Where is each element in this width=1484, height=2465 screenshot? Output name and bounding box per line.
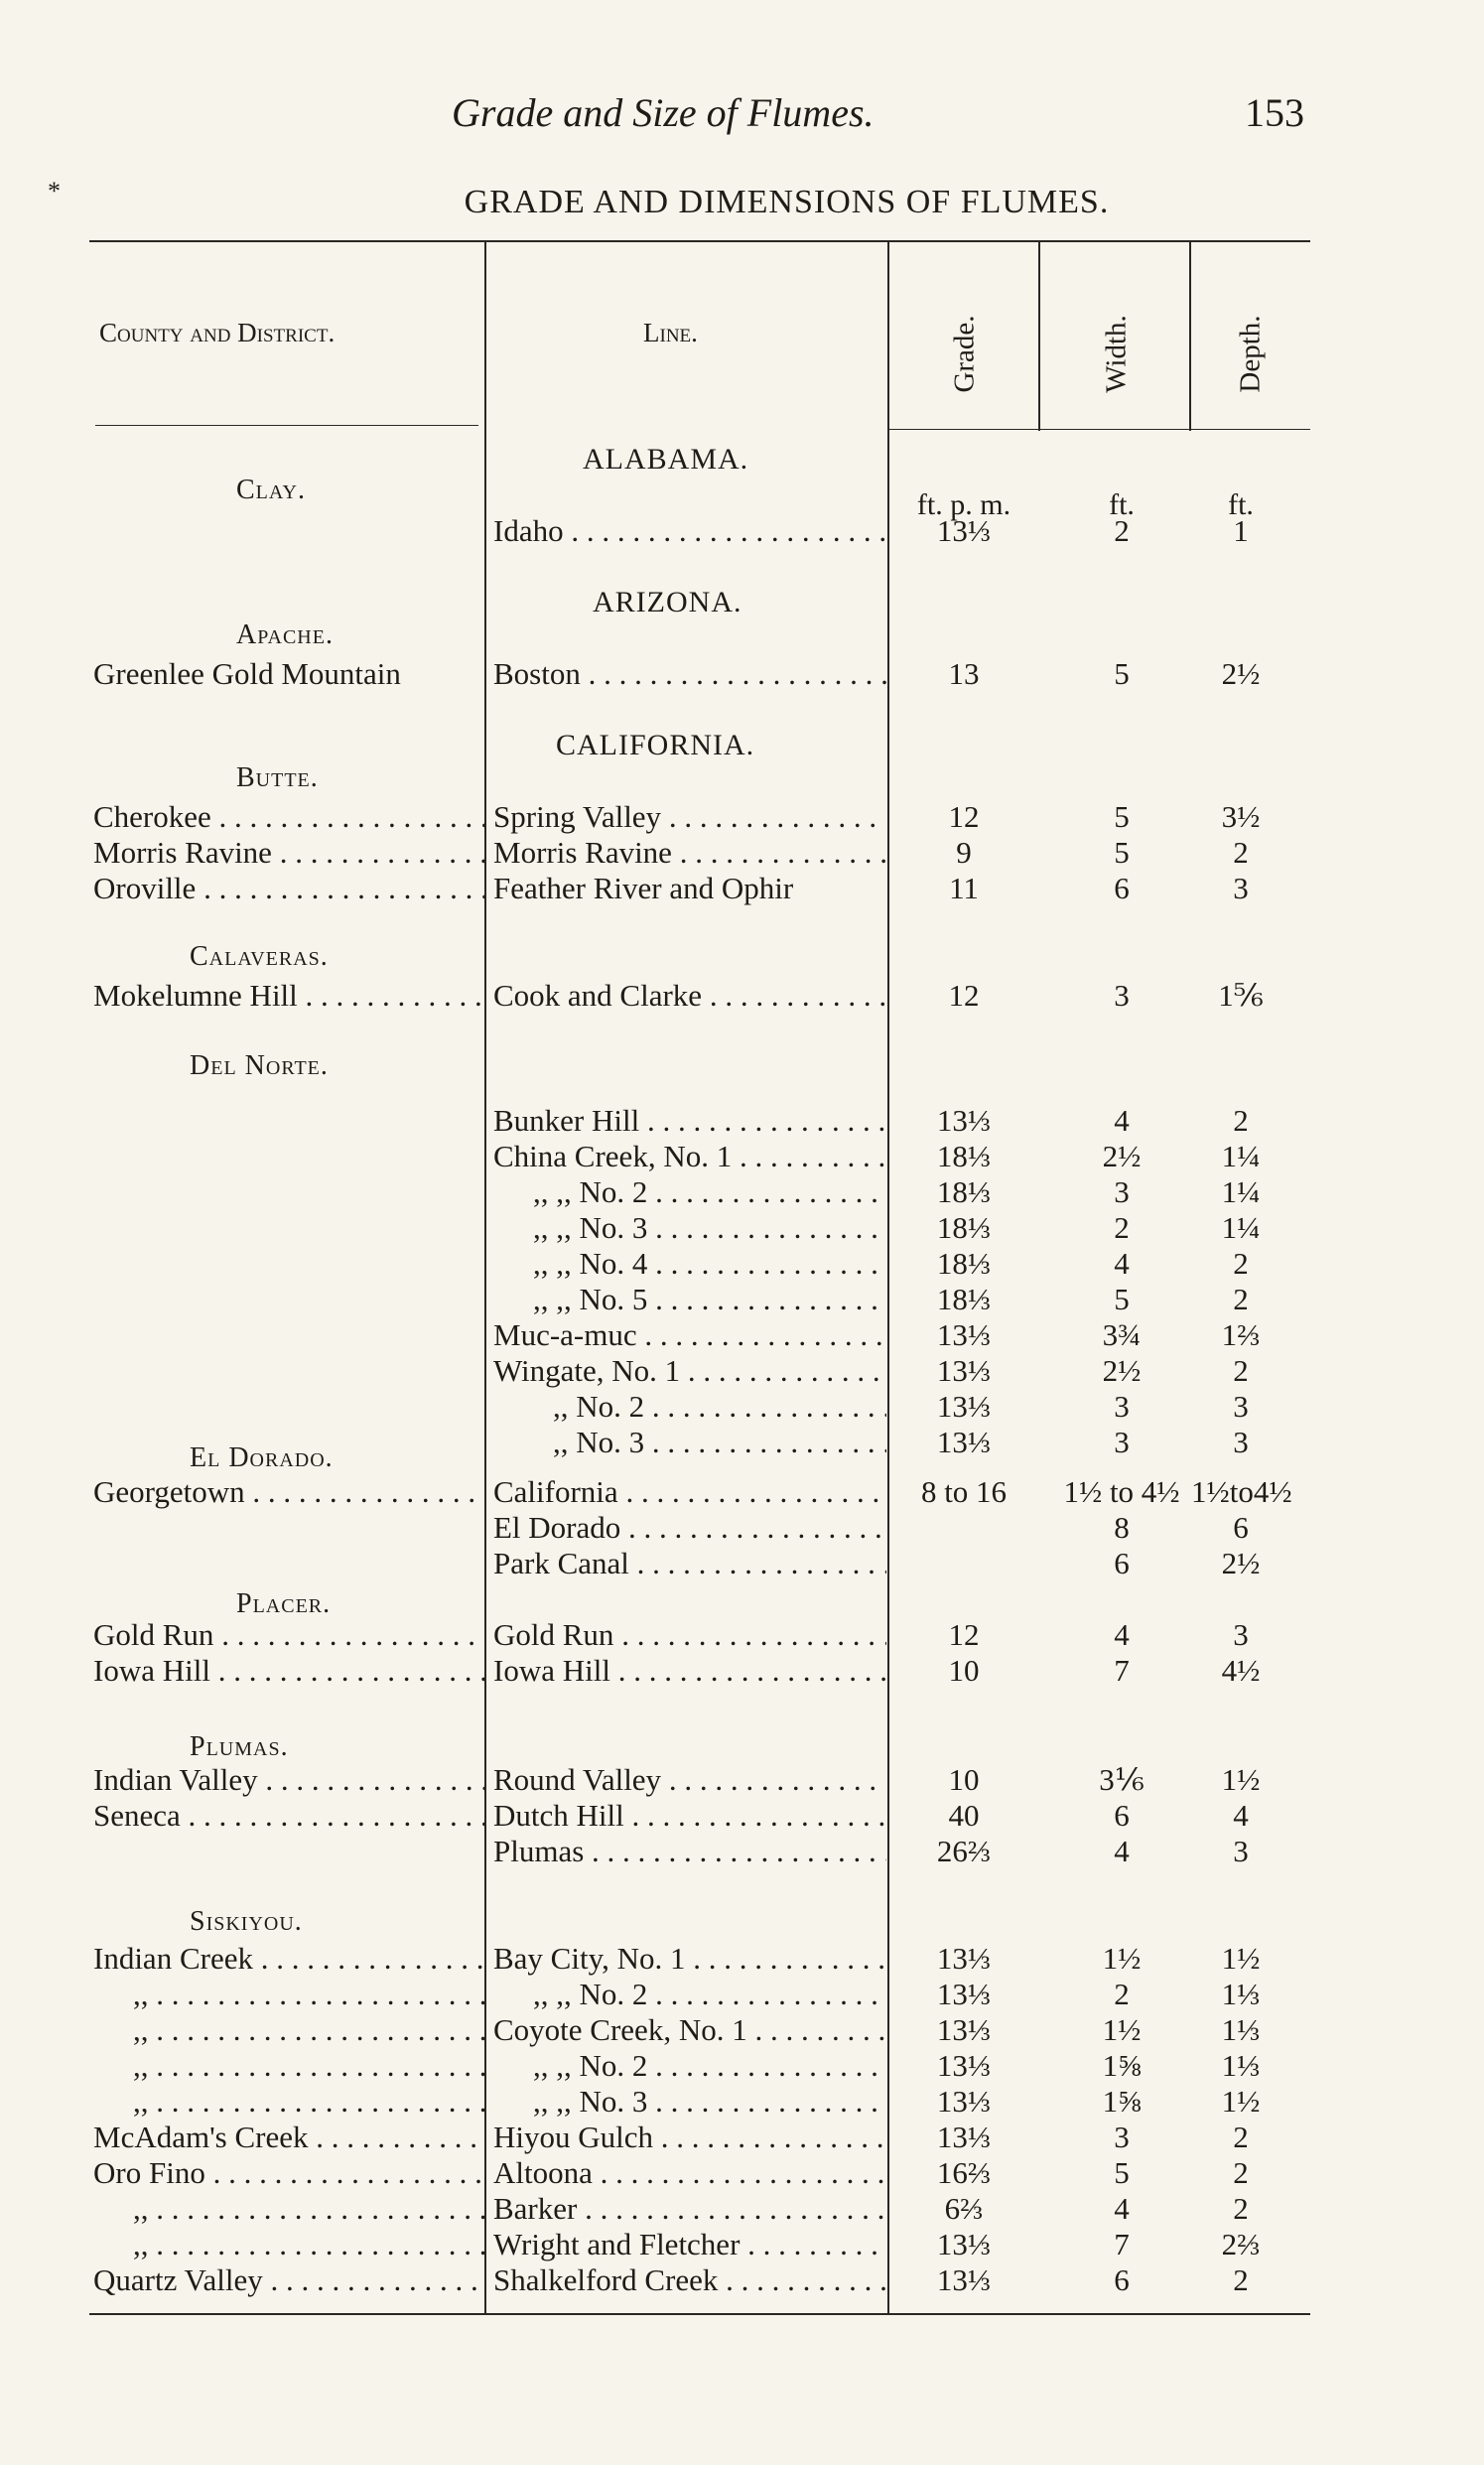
state-heading: ALABAMA.	[583, 443, 749, 476]
table-row	[0, 871, 1484, 906]
depth-cell: 3	[1233, 1389, 1249, 1424]
width-cell: 5	[1114, 835, 1130, 870]
line-cell: Morris Ravine . . .	[493, 835, 886, 871]
state-heading: ARIZONA.	[593, 586, 742, 618]
grade-cell: 18⅓	[936, 1282, 992, 1316]
county-cell: ,, . . .	[93, 2191, 484, 2227]
width-cell: 6	[1114, 2262, 1130, 2297]
line-cell: Gold Run . . .	[493, 1617, 886, 1653]
grade-cell: 10	[948, 1762, 980, 1797]
county-heading: Del Norte.	[190, 1050, 329, 1081]
line-cell: Wingate, No. 1 . . .	[493, 1353, 886, 1389]
table-row	[0, 2262, 1484, 2298]
table-row	[0, 1139, 1484, 1174]
grade-cell: 8 to 16	[920, 1474, 1008, 1509]
line-cell: Idaho . . .	[493, 513, 886, 549]
county-cell: Gold Run . . .	[93, 1617, 484, 1653]
depth-cell: 2⅔	[1221, 2227, 1261, 2261]
line-cell: Coyote Creek, No. 1 . . .	[493, 2012, 886, 2048]
width-cell: 1⅝	[1102, 2084, 1142, 2119]
line-cell: ,, ,, No. 4 . . .	[493, 1246, 886, 1282]
depth-cell: 1⅓	[1221, 1977, 1261, 2011]
table-top-rule	[89, 240, 1310, 242]
depth-cell: 2	[1233, 2120, 1249, 2154]
width-unit: ft.	[1109, 488, 1135, 521]
table-row	[0, 2048, 1484, 2084]
line-cell: Altoona . . .	[493, 2155, 886, 2191]
width-cell: 6	[1114, 1798, 1130, 1833]
grade-cell: 13⅓	[936, 2262, 992, 2297]
width-cell: 2½	[1102, 1139, 1142, 1173]
county-heading: Plumas.	[190, 1731, 289, 1762]
table-row	[0, 978, 1484, 1014]
line-cell: Spring Valley . . .	[493, 799, 886, 835]
county-cell: ,, . . .	[93, 2084, 484, 2120]
depth-cell: 1⅓	[1221, 2012, 1261, 2047]
grade-cell: 18⅓	[936, 1210, 992, 1245]
line-cell: ,, ,, No. 3 . . .	[493, 1210, 886, 1246]
table-row	[0, 1174, 1484, 1210]
header-line: Line.	[643, 318, 698, 347]
width-cell: 1½	[1102, 2012, 1142, 2047]
depth-cell: 4½	[1221, 1653, 1261, 1688]
county-heading: Apache.	[236, 619, 334, 650]
depth-cell: 1½	[1221, 1762, 1261, 1797]
grade-cell: 18⅓	[936, 1139, 992, 1173]
depth-cell: 2	[1233, 1282, 1249, 1316]
width-cell: 1⅝	[1102, 2048, 1142, 2083]
line-cell: El Dorado . . .	[493, 1510, 886, 1546]
depth-cell: 2	[1233, 1353, 1249, 1388]
header-depth: Depth.	[1234, 315, 1267, 393]
grade-cell: 6⅔	[944, 2191, 984, 2226]
depth-cell: 1⅓	[1221, 2048, 1261, 2083]
grade-cell: 12	[948, 978, 980, 1013]
width-cell: 5	[1114, 1282, 1130, 1316]
width-cell: 3	[1114, 978, 1130, 1013]
depth-cell: 1	[1233, 513, 1249, 548]
width-cell: 1½	[1102, 1941, 1142, 1976]
county-heading: Siskiyou.	[190, 1906, 303, 1937]
width-cell: 4	[1114, 2191, 1130, 2226]
width-cell: 5	[1114, 656, 1130, 691]
county-heading: Clay.	[236, 475, 306, 505]
table-row	[0, 799, 1484, 835]
line-cell: Cook and Clarke . . .	[493, 978, 886, 1014]
width-cell: 3	[1114, 2120, 1130, 2154]
table-row	[0, 2084, 1484, 2120]
grade-cell: 13⅓	[936, 1103, 992, 1138]
depth-cell: 4	[1233, 1798, 1249, 1833]
grade-cell: 26⅔	[936, 1834, 992, 1868]
width-cell: 3	[1114, 1425, 1130, 1459]
width-cell: 7	[1114, 2227, 1130, 2261]
grade-cell: 9	[956, 835, 972, 870]
line-cell: ,, ,, No. 5 . . .	[493, 1282, 886, 1317]
line-cell: Boston . . .	[493, 656, 886, 692]
grade-cell: 13⅓	[936, 2048, 992, 2083]
grade-unit: ft. p. m.	[916, 488, 1012, 521]
line-cell: Plumas . . .	[493, 1834, 886, 1869]
grade-cell: 18⅓	[936, 1174, 992, 1209]
grade-cell: 11	[949, 871, 979, 905]
line-cell: Hiyou Gulch . . .	[493, 2120, 886, 2155]
line-cell: ,, ,, No. 2 . . .	[493, 1174, 886, 1210]
table-row	[0, 1977, 1484, 2012]
grade-cell: 13⅓	[936, 1317, 992, 1352]
county-cell: ,, . . .	[93, 2048, 484, 2084]
grade-cell: 13⅓	[936, 1977, 992, 2011]
table-row	[0, 1103, 1484, 1139]
grade-cell: 13⅓	[936, 1425, 992, 1459]
header-width: Width.	[1100, 315, 1133, 393]
table-row	[0, 1317, 1484, 1353]
line-cell: ,, No. 3 . . .	[493, 1425, 886, 1460]
depth-cell: 3	[1233, 1617, 1249, 1652]
table-row	[0, 1834, 1484, 1869]
width-cell: 4	[1114, 1103, 1130, 1138]
width-cell: 1½ to 4½	[1063, 1474, 1180, 1509]
depth-cell: 1⅔	[1221, 1317, 1261, 1352]
width-cell: 5	[1114, 799, 1130, 834]
county-heading: El Dorado.	[190, 1442, 334, 1473]
grade-cell: 13⅓	[936, 1941, 992, 1976]
grade-cell: 18⅓	[936, 1246, 992, 1281]
county-cell: Indian Valley . . .	[93, 1762, 484, 1798]
header-grade: Grade.	[948, 315, 981, 393]
table-row	[0, 1762, 1484, 1798]
width-cell: 8	[1114, 1510, 1130, 1545]
width-cell: 2	[1114, 1210, 1130, 1245]
line-cell: Round Valley . . .	[493, 1762, 886, 1798]
table-row	[0, 1798, 1484, 1834]
county-heading: Placer.	[236, 1588, 332, 1619]
width-cell: 3	[1114, 1174, 1130, 1209]
page-header	[0, 89, 1484, 149]
table-row	[0, 1510, 1484, 1546]
line-cell: ,, ,, No. 2 . . .	[493, 2048, 886, 2084]
depth-cell: 2	[1233, 2191, 1249, 2226]
width-cell: 2	[1114, 1977, 1130, 2011]
county-cell: Cherokee . . .	[93, 799, 484, 835]
table-row	[0, 1246, 1484, 1282]
table-row	[0, 835, 1484, 871]
column-divider-4	[1189, 242, 1191, 431]
table-row	[0, 513, 1484, 549]
table-title: GRADE AND DIMENSIONS OF FLUMES.	[464, 184, 1110, 220]
depth-cell: 3	[1233, 871, 1249, 905]
depth-cell: 3	[1233, 1425, 1249, 1459]
width-cell: 6	[1114, 1546, 1130, 1580]
county-cell: McAdam's Creek . . .	[93, 2120, 484, 2155]
line-cell: Bay City, No. 1 . . .	[493, 1941, 886, 1977]
width-cell: 5	[1114, 2155, 1130, 2190]
table-row	[0, 1282, 1484, 1317]
width-cell: 3	[1114, 1389, 1130, 1424]
table-row	[0, 2227, 1484, 2262]
depth-unit: ft.	[1228, 488, 1254, 521]
line-cell: Bunker Hill . . .	[493, 1103, 886, 1139]
line-cell: ,, ,, No. 2 . . .	[493, 1977, 886, 2012]
line-cell: Wright and Fletcher . . .	[493, 2227, 886, 2262]
depth-cell: 2	[1233, 2262, 1249, 2297]
county-cell: ,, . . .	[93, 2227, 484, 2262]
table-row	[0, 1617, 1484, 1653]
header-county: County and District.	[99, 318, 336, 347]
grade-cell: 13⅓	[936, 513, 992, 548]
width-cell: 7	[1114, 1653, 1130, 1688]
county-cell: Greenlee Gold Mountain	[93, 656, 401, 691]
table-row	[0, 1546, 1484, 1581]
line-cell: ,, No. 2 . . .	[493, 1389, 886, 1425]
depth-cell: 3	[1233, 1834, 1249, 1868]
state-heading: CALIFORNIA.	[556, 729, 755, 761]
county-cell: Mokelumne Hill . . .	[93, 978, 484, 1014]
grade-cell: 12	[948, 1617, 980, 1652]
table-row	[0, 1941, 1484, 1977]
county-cell: Georgetown . . .	[93, 1474, 484, 1510]
depth-cell: 1⅚	[1218, 978, 1264, 1013]
depth-cell: 1¼	[1221, 1174, 1261, 1209]
width-cell: 2	[1114, 513, 1130, 548]
width-cell: 4	[1114, 1246, 1130, 1281]
width-cell: 3⅙	[1099, 1762, 1145, 1797]
depth-cell: 1¼	[1221, 1210, 1261, 1245]
line-cell: Dutch Hill . . .	[493, 1798, 886, 1834]
line-cell: California . . .	[493, 1474, 886, 1510]
table-row	[0, 2155, 1484, 2191]
grade-cell: 13⅓	[936, 2227, 992, 2261]
county-cell: Iowa Hill . . .	[93, 1653, 484, 1689]
table-row	[0, 1353, 1484, 1389]
width-cell: 3¾	[1102, 1317, 1142, 1352]
running-title: Grade and Size of Flumes.	[452, 90, 875, 135]
depth-cell: 2	[1233, 1103, 1249, 1138]
grade-cell: 13	[948, 656, 980, 691]
depth-cell: 2½	[1221, 656, 1261, 691]
width-cell: 4	[1114, 1834, 1130, 1868]
depth-cell: 6	[1233, 1510, 1249, 1545]
table-row	[0, 1210, 1484, 1246]
county-cell: Oroville . . .	[93, 871, 484, 906]
county-cell: ,, . . .	[93, 2012, 484, 2048]
grade-cell: 13⅓	[936, 2120, 992, 2154]
county-heading: Calaveras.	[190, 941, 329, 972]
county-cell: Quartz Valley . . .	[93, 2262, 484, 2298]
table-row	[0, 1425, 1484, 1460]
table-row	[0, 2120, 1484, 2155]
table-row	[0, 1653, 1484, 1689]
line-cell: Shalkelford Creek . . .	[493, 2262, 886, 2298]
line-cell: Iowa Hill . . .	[493, 1653, 886, 1689]
depth-cell: 2	[1233, 2155, 1249, 2190]
header-rule-county	[95, 425, 478, 426]
table-row	[0, 2012, 1484, 2048]
grade-cell: 16⅔	[936, 2155, 992, 2190]
margin-mark: *	[48, 177, 61, 205]
county-heading: Butte.	[236, 762, 319, 793]
grade-cell: 40	[948, 1798, 980, 1833]
line-cell: Feather River and Ophir	[493, 871, 794, 905]
depth-cell: 1½	[1221, 2084, 1261, 2119]
table-row	[0, 1389, 1484, 1425]
page-number: 153	[1245, 90, 1304, 135]
column-divider-3	[1038, 242, 1040, 431]
table-row	[0, 2191, 1484, 2227]
table-bottom-rule	[89, 2313, 1310, 2315]
grade-cell: 13⅓	[936, 2012, 992, 2047]
line-cell: ,, ,, No. 3 . . .	[493, 2084, 886, 2120]
depth-cell: 1½	[1221, 1941, 1261, 1976]
county-cell: Oro Fino . . .	[93, 2155, 484, 2191]
depth-cell: 2	[1233, 1246, 1249, 1281]
table-row	[0, 656, 1484, 692]
county-cell: Indian Creek . . .	[93, 1941, 484, 1977]
grade-cell: 13⅓	[936, 1389, 992, 1424]
table-row	[0, 1474, 1484, 1510]
header-rule-right	[889, 429, 1310, 430]
line-cell: Barker . . .	[493, 2191, 886, 2227]
grade-cell: 10	[948, 1653, 980, 1688]
line-cell: Park Canal . . .	[493, 1546, 886, 1581]
grade-cell: 13⅓	[936, 1353, 992, 1388]
county-cell: ,, . . .	[93, 1977, 484, 2012]
county-cell: Seneca . . .	[93, 1798, 484, 1834]
line-cell: Muc-a-muc . . .	[493, 1317, 886, 1353]
line-cell: China Creek, No. 1 . . .	[493, 1139, 886, 1174]
grade-cell: 12	[948, 799, 980, 834]
depth-cell: 1¼	[1221, 1139, 1261, 1173]
depth-cell: 2½	[1221, 1546, 1261, 1580]
width-cell: 2½	[1102, 1353, 1142, 1388]
width-cell: 6	[1114, 871, 1130, 905]
depth-cell: 1½to4½	[1191, 1474, 1292, 1509]
width-cell: 4	[1114, 1617, 1130, 1652]
depth-cell: 2	[1233, 835, 1249, 870]
depth-cell: 3½	[1221, 799, 1261, 834]
county-cell: Morris Ravine . . .	[93, 835, 484, 871]
grade-cell: 13⅓	[936, 2084, 992, 2119]
